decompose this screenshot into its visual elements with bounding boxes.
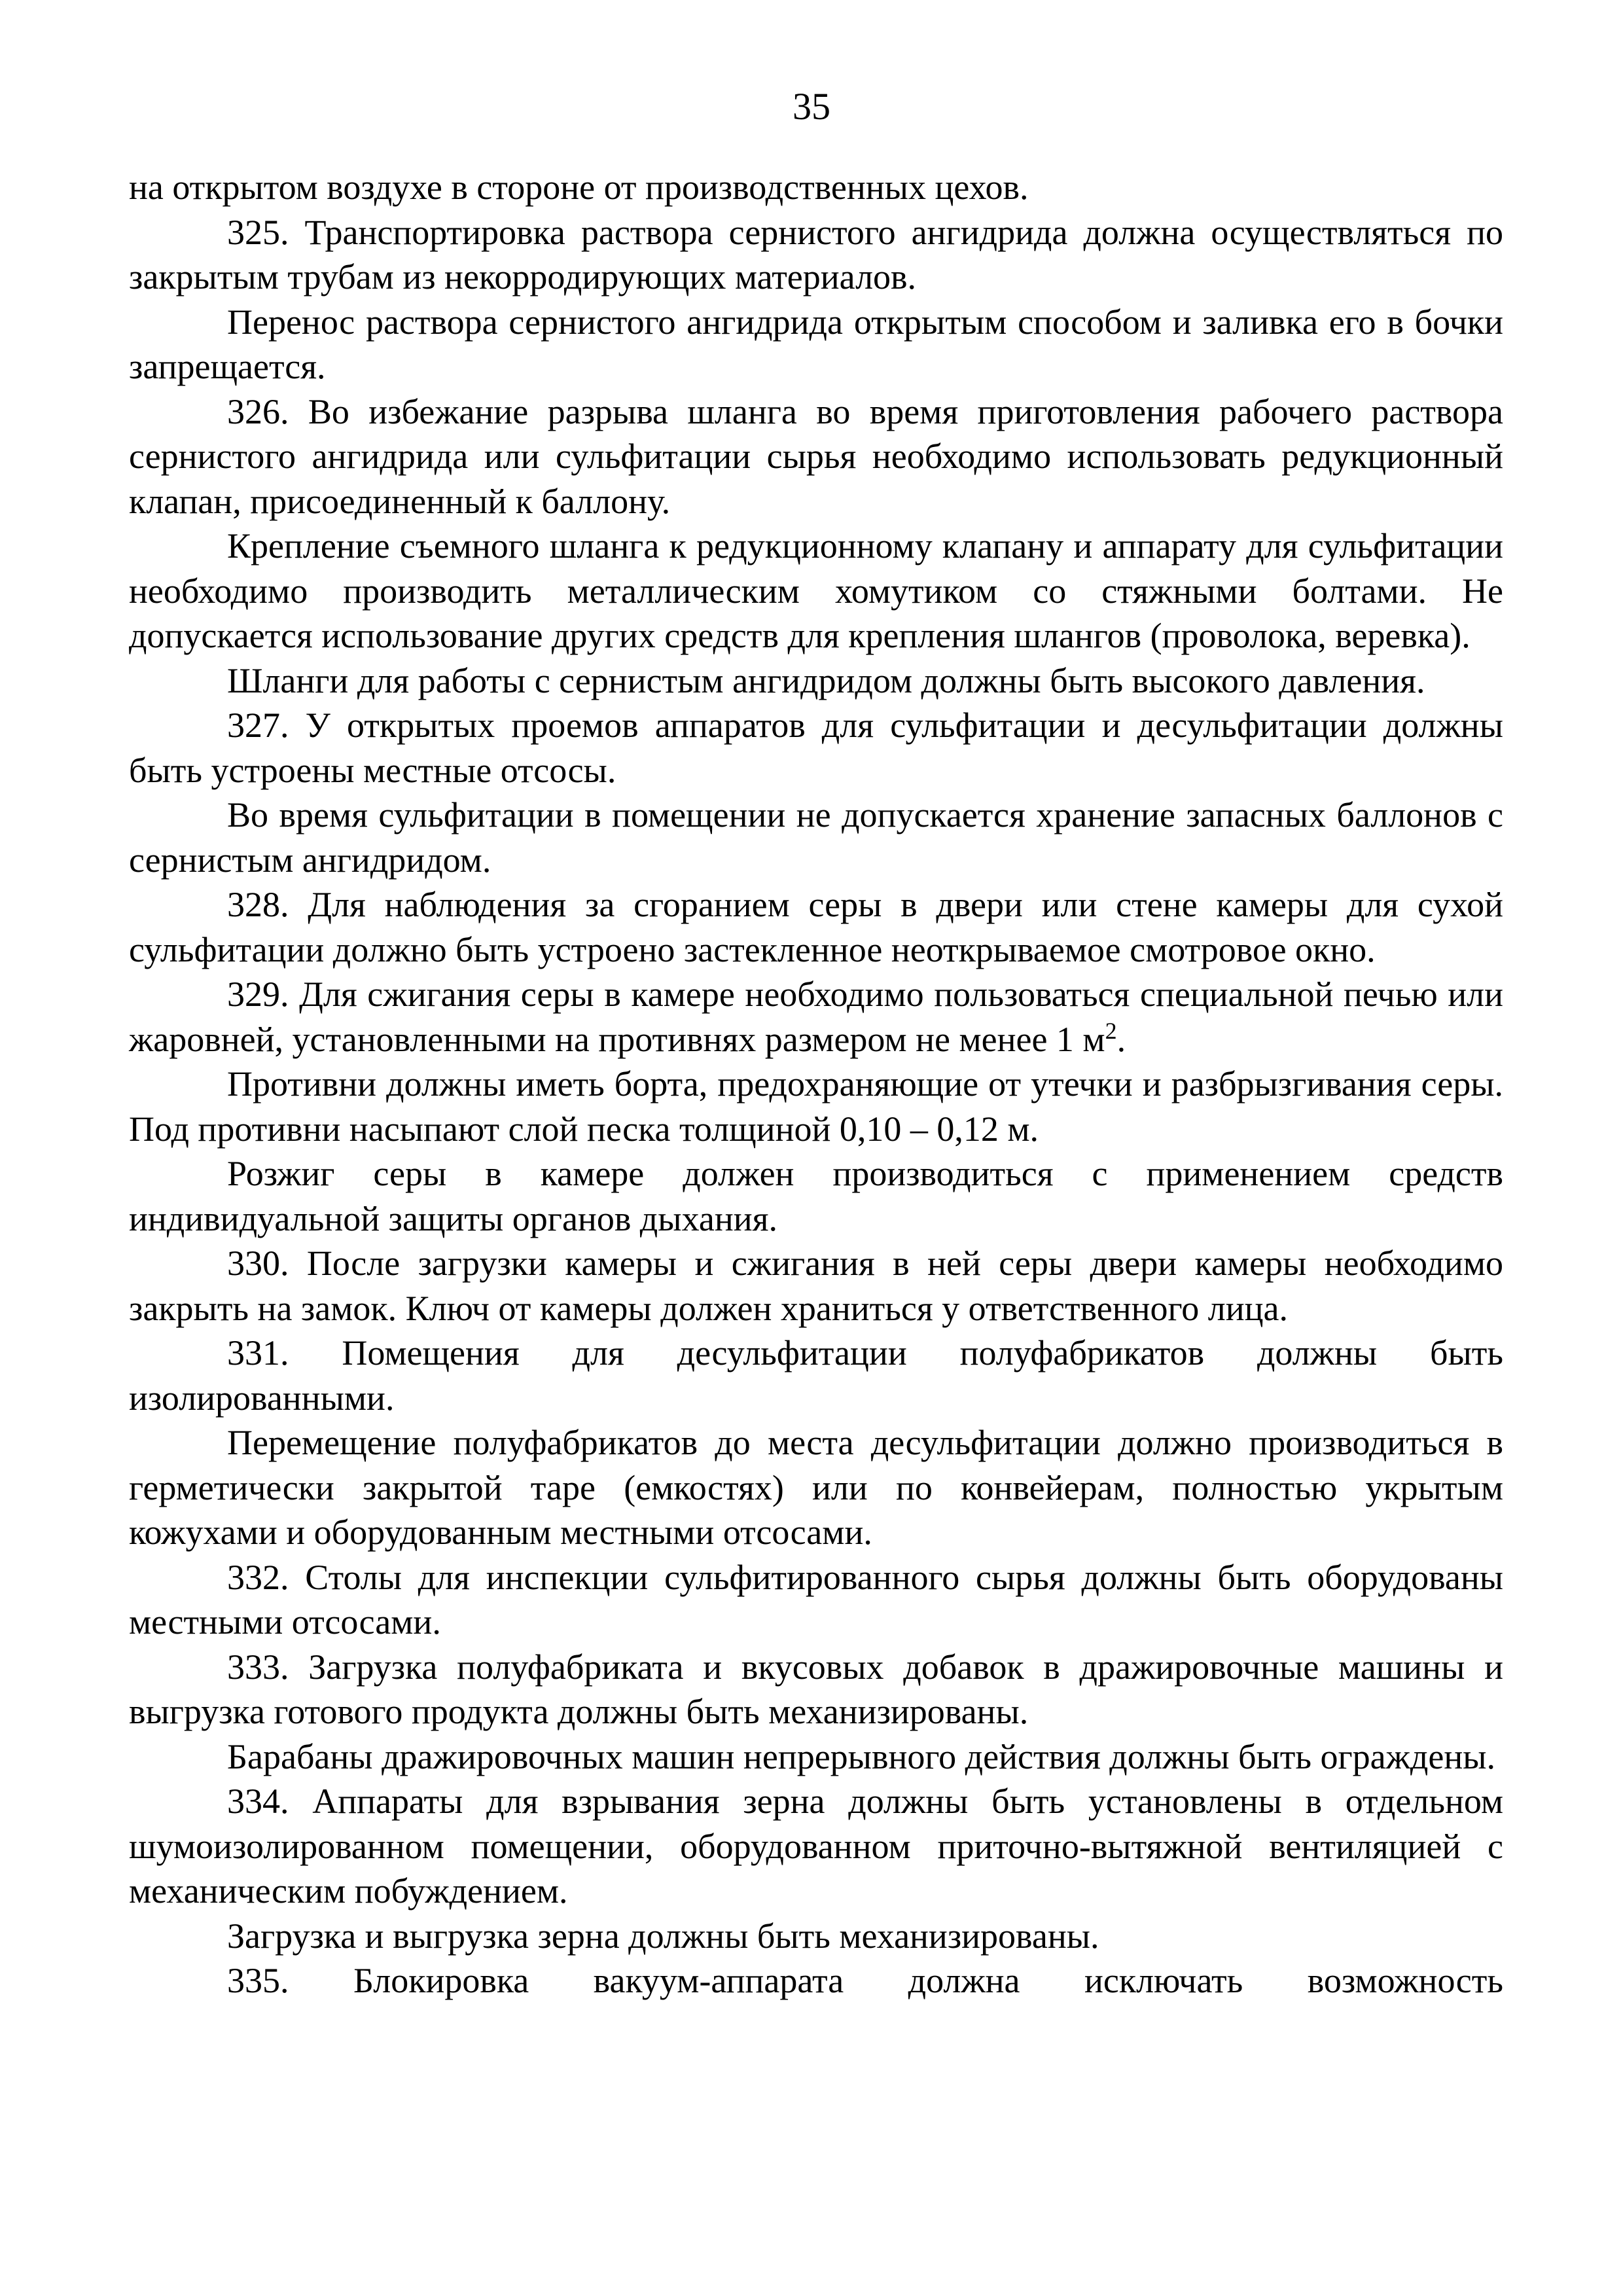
page-number: 35 xyxy=(793,85,830,128)
paragraph-325-note: Перенос раствора сернистого ангидрида открытым способом и заливка его в бочки запрещается. xyxy=(129,302,1503,386)
paragraph-326: 326. Во избежание разрыва шланга во время приготовления рабочего раствора сернистого ангидрида или сульфитации сырья необходимо использовать редукционный клапан, присоединенный к баллону. xyxy=(129,391,1503,521)
paragraph-333-drums: Барабаны дражировочных машин непрерывного действия должны быть ограждены. xyxy=(227,1736,1496,1776)
paragraph-334-loading: Загрузка и выгрузка зерна должны быть механизированы. xyxy=(227,1916,1099,1956)
paragraph-327-storage: Во время сульфитации в помещении не допускается хранение запасных баллонов с сернистым ангидридом. xyxy=(129,795,1503,880)
paragraph-329-ignition: Розжиг серы в камере должен производиться с применением средств индивидуальной защиты органов дыхания. xyxy=(129,1154,1503,1238)
paragraph-327: 327. У открытых проемов аппаратов для сульфитации и десульфитации должны быть устроены местные отсосы. xyxy=(129,706,1503,790)
paragraph-334: 334. Аппараты для взрывания зерна должны быть установлены в отдельном шумоизолированном помещении, оборудованном приточно-вытяжной вентиляцией с механическим побуждением. xyxy=(129,1782,1503,1910)
paragraph-332: 332. Столы для инспекции сульфитированного сырья должны быть оборудованы местными отсосами. xyxy=(129,1557,1503,1641)
paragraph-333: 333. Загрузка полуфабриката и вкусовых добавок в дражировочные машины и выгрузка готового продукта должны быть механизированы. xyxy=(129,1647,1503,1731)
paragraph-329-text: 329. Для сжигания серы в камере необходимо пользоваться специальной печью или жаровней, установленными на противнях размером не менее 1 м xyxy=(129,975,1503,1059)
paragraph-331: 331. Помещения для десульфитации полуфабрикатов должны быть изолированными. xyxy=(129,1333,1503,1418)
paragraph-329 xyxy=(129,972,1503,1062)
paragraph-329-trays: Противни должны иметь борта, предохраняющие от утечки и разбрызгивания серы. Под противни насыпают слой песка толщиной 0,10 – 0,12 м. xyxy=(129,1064,1503,1149)
paragraph-326-hoses: Шланги для работы с сернистым ангидридом должны быть высокого давления. xyxy=(227,660,1425,700)
paragraph-329-superscript: 2 xyxy=(1105,1017,1117,1044)
paragraph-325: 325. Транспортировка раствора сернистого ангидрида должна осуществляться по закрытым трубам из некорродирующих материалов. xyxy=(129,212,1503,296)
paragraph-328: 328. Для наблюдения за сгоранием серы в двери или стене камеры для сухой сульфитации должно быть устроено застекленное неоткрываемое смотровое окно. xyxy=(129,885,1503,969)
paragraph-329-tail: . xyxy=(1116,1019,1126,1059)
document-body xyxy=(129,165,1503,2003)
paragraph-335: 335. Блокировка вакуум-аппарата должна исключать возможность xyxy=(227,1961,1503,2000)
paragraph-continuation: на открытом воздухе в стороне от производственных цехов. xyxy=(129,168,1029,207)
paragraph-330: 330. После загрузки камеры и сжигания в ней серы двери камеры необходимо закрыть на замок. Ключ от камеры должен храниться у ответственного лица. xyxy=(129,1244,1503,1328)
paragraph-331-transfer: Перемещение полуфабрикатов до места десульфитации должно производиться в герметически закрытой таре (емкостях) или по конвейерам, полностью укрытым кожухами и оборудованным местными отсосами. xyxy=(129,1423,1503,1552)
paragraph-326-fastening: Крепление съемного шланга к редукционному клапану и аппарату для сульфитации необходимо производить металлическим хомутиком со стяжными болтами. Не допускается использование других средств для крепления шлангов (проволока, веревка). xyxy=(129,526,1503,655)
